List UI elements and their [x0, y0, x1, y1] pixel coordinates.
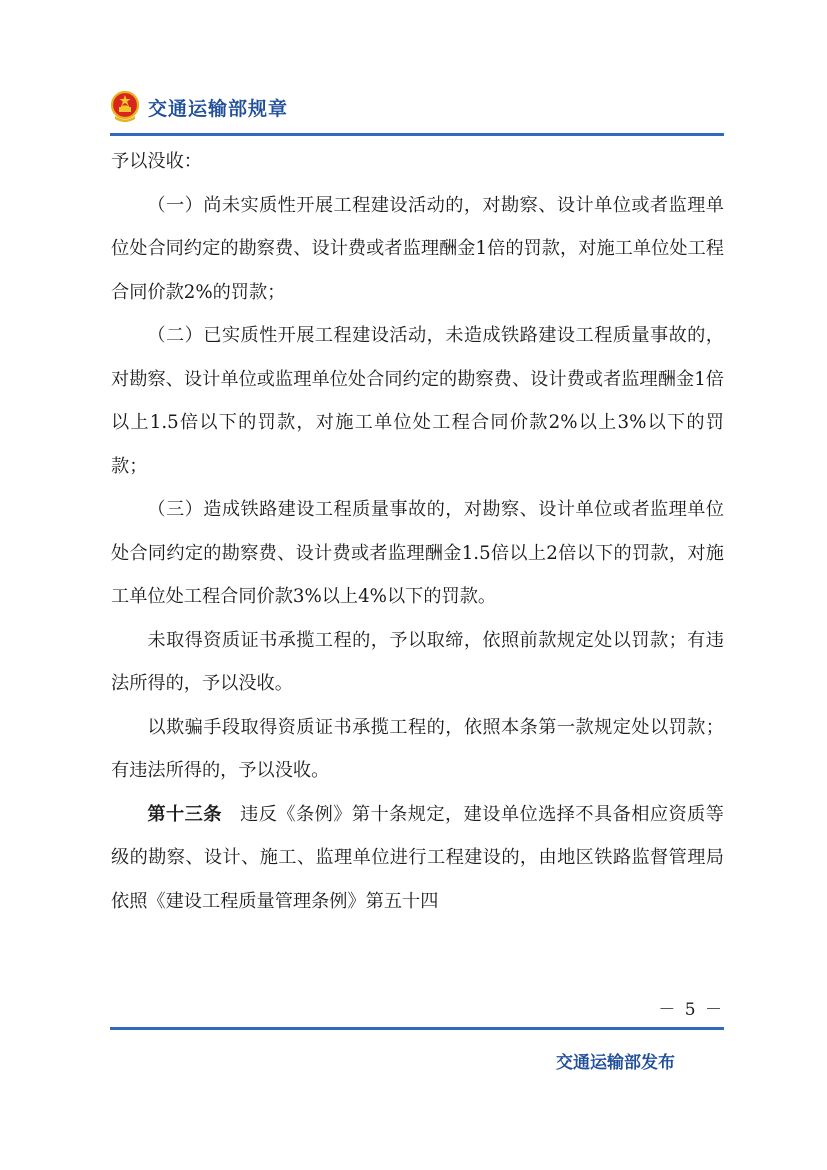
paragraph-unlicensed: 未取得资质证书承揽工程的，予以取缔，依照前款规定处以罚款；有违法所得的，予以没收。 — [111, 629, 724, 694]
paragraph-article-13 — [111, 793, 724, 924]
document-body — [111, 140, 724, 923]
page-number: － 5 － — [658, 1000, 724, 1020]
national-emblem-icon — [110, 90, 140, 124]
paragraph-fraud: 以欺骗手段取得资质证书承揽工程的，依照本条第一款规定处以罚款；有违法所得的，予以没收。 — [111, 716, 724, 781]
paragraph-item-3: （三）造成铁路建设工程质量事故的，对勘察、设计单位或者监理单位处合同约定的勘察费、设计费或者监理酬金1.5倍以上2倍以下的罚款，对施工单位处工程合同价款3%以上4%以下的罚款。 — [111, 499, 724, 607]
header-divider — [110, 133, 724, 136]
footer-publisher: 交通运输部发布 — [556, 1053, 675, 1073]
paragraph-item-2: （二）已实质性开展工程建设活动，未造成铁路建设工程质量事故的，对勘察、设计单位或监理单位处合同约定的勘察费、设计费或者监理酬金1倍以上1.5倍以下的罚款，对施工单位处工程合同价款2%以上3%以下的罚款； — [111, 325, 724, 477]
article-number: 第十三条 — [147, 803, 222, 825]
paragraph-continuation: 予以没收： — [111, 151, 202, 172]
page-header — [110, 88, 724, 132]
article-13-text: 违反《条例》第十条规定，建设单位选择不具备相应资质等级的勘察、设计、施工、监理单位进行工程建设的，由地区铁路监督管理局依照《建设工程质量管理条例》第五十四 — [111, 803, 724, 912]
footer-divider — [110, 1027, 724, 1030]
paragraph-item-1: （一）尚未实质性开展工程建设活动的，对勘察、设计单位或者监理单位处合同约定的勘察费、设计费或者监理酬金1倍的罚款，对施工单位处工程合同价款2%的罚款； — [111, 194, 724, 303]
header-title: 交通运输部规章 — [148, 98, 289, 120]
